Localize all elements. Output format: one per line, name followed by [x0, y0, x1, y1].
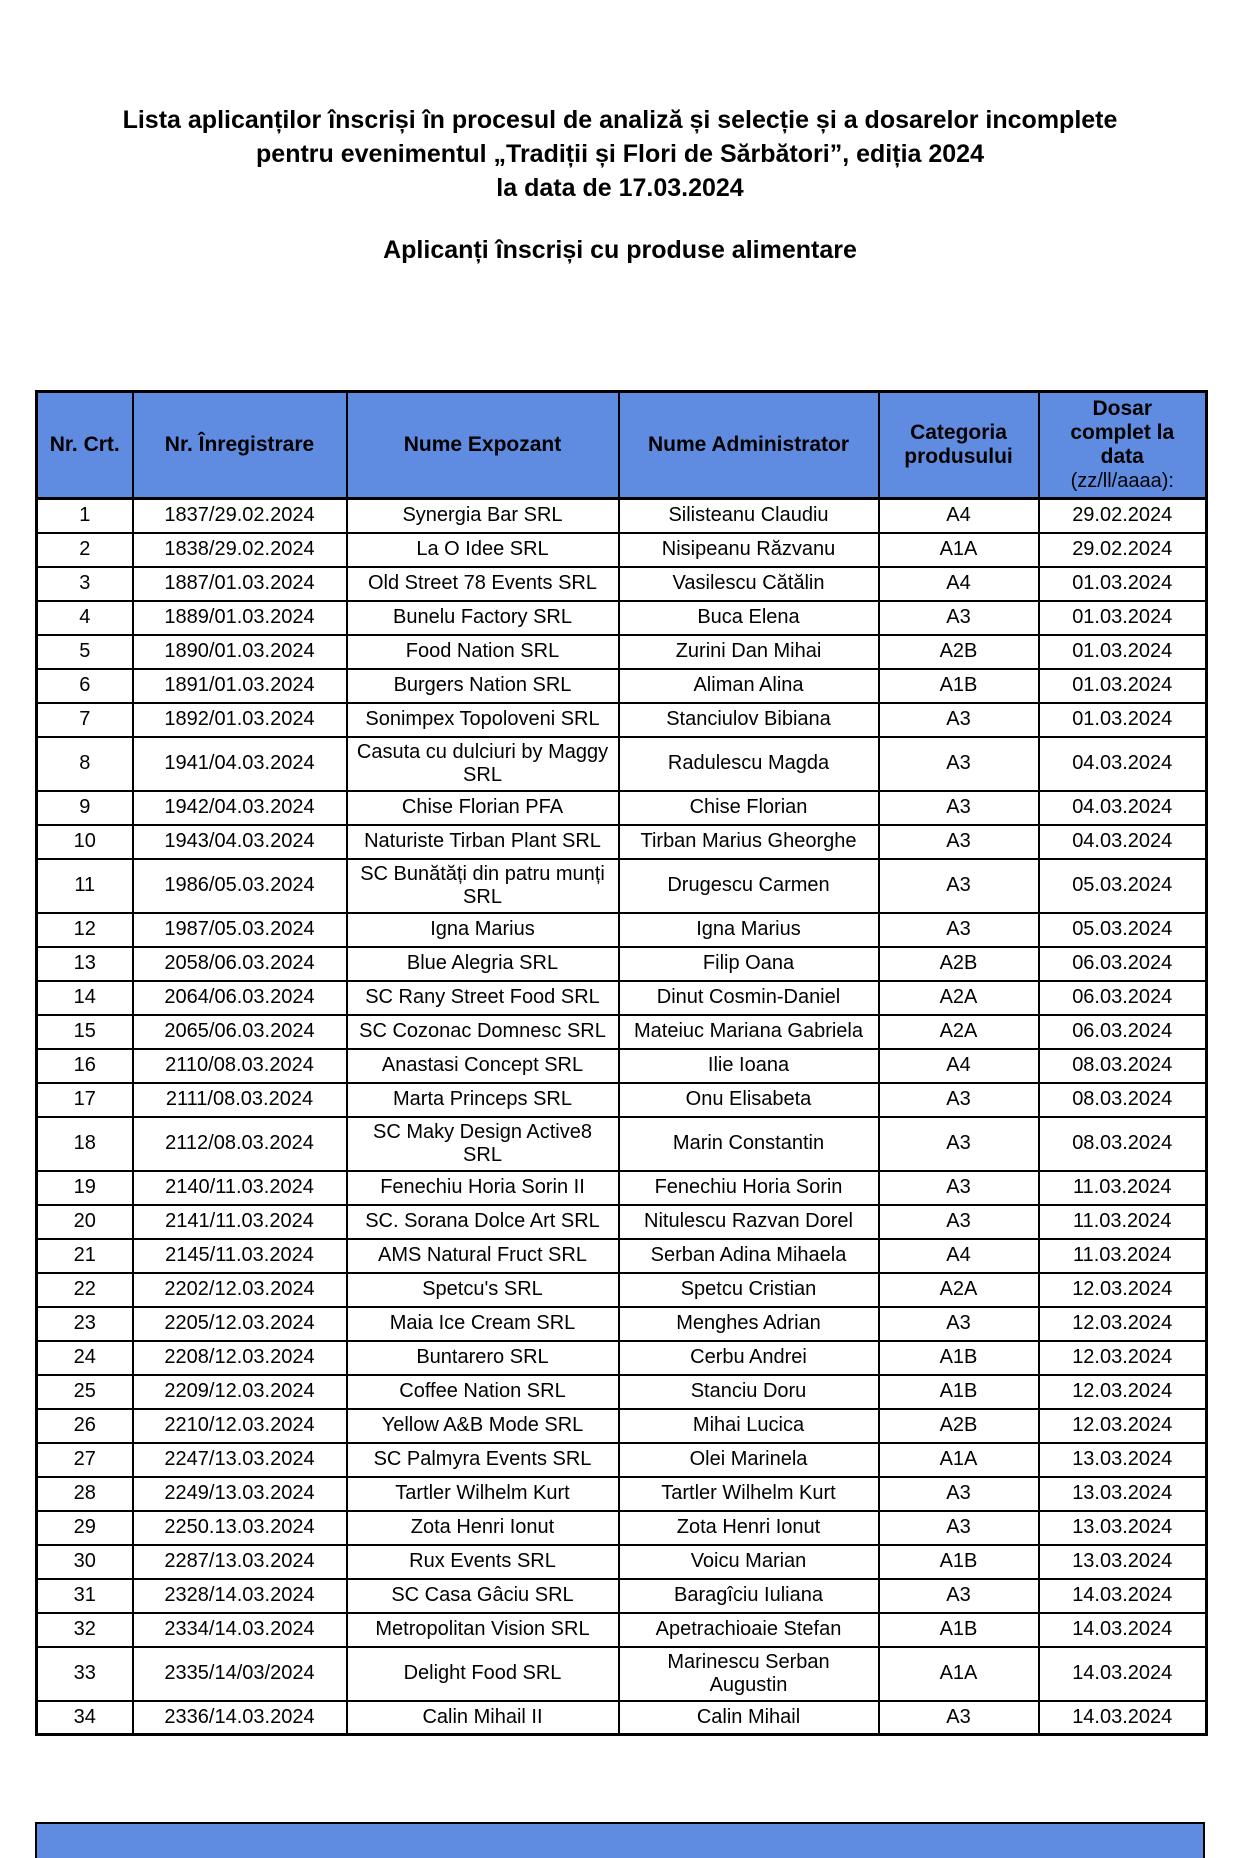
- cell-nr-crt: 23: [37, 1307, 133, 1341]
- cell-nr-crt: 26: [37, 1409, 133, 1443]
- cell-dosar-complet-data: 01.03.2024: [1039, 703, 1207, 737]
- cell-categoria-produsului: A2B: [879, 947, 1039, 981]
- table-row: [37, 737, 1207, 791]
- cell-categoria-produsului: A3: [879, 825, 1039, 859]
- table-body: [37, 499, 1207, 1735]
- cell-nume-administrator: Marin Constantin: [619, 1117, 879, 1171]
- cell-nume-expozant: Zota Henri Ionut: [347, 1511, 619, 1545]
- cell-categoria-produsului: A2A: [879, 1273, 1039, 1307]
- cell-dosar-complet-data: 08.03.2024: [1039, 1049, 1207, 1083]
- cell-categoria-produsului: A1B: [879, 1341, 1039, 1375]
- table-row: [37, 1083, 1207, 1117]
- cell-categoria-produsului: A3: [879, 1701, 1039, 1735]
- cell-nr-inregistrare: 1943/04.03.2024: [133, 825, 347, 859]
- page-title-line-2: pentru evenimentul „Tradiții și Flori de Sărbători”, ediția 2024: [256, 140, 984, 168]
- cell-nr-inregistrare: 1838/29.02.2024: [133, 533, 347, 567]
- cell-nr-inregistrare: 2334/14.03.2024: [133, 1613, 347, 1647]
- cell-nume-expozant: Anastasi Concept SRL: [347, 1049, 619, 1083]
- cell-nume-expozant: Synergia Bar SRL: [347, 499, 619, 533]
- cell-dosar-complet-data: 12.03.2024: [1039, 1375, 1207, 1409]
- cell-nr-crt: 8: [37, 737, 133, 791]
- cell-nr-crt: 21: [37, 1239, 133, 1273]
- cell-nr-crt: 9: [37, 791, 133, 825]
- cell-nr-crt: 32: [37, 1613, 133, 1647]
- cell-nume-expozant: Sonimpex Topoloveni SRL: [347, 703, 619, 737]
- col-header-nr-crt: Nr. Crt.: [37, 392, 133, 499]
- cell-categoria-produsului: A4: [879, 567, 1039, 601]
- cell-categoria-produsului: A4: [879, 1239, 1039, 1273]
- table-row: [37, 913, 1207, 947]
- table-row: [37, 1443, 1207, 1477]
- cell-nr-inregistrare: 2145/11.03.2024: [133, 1239, 347, 1273]
- cell-dosar-complet-data: 12.03.2024: [1039, 1409, 1207, 1443]
- cell-nr-crt: 29: [37, 1511, 133, 1545]
- cell-nr-crt: 14: [37, 981, 133, 1015]
- cell-nume-administrator: Marinescu Serban Augustin: [619, 1647, 879, 1701]
- table-row: [37, 1273, 1207, 1307]
- cell-nr-inregistrare: 2205/12.03.2024: [133, 1307, 347, 1341]
- cell-nume-administrator: Tirban Marius Gheorghe: [619, 825, 879, 859]
- cell-nr-inregistrare: 1887/01.03.2024: [133, 567, 347, 601]
- table-row: [37, 791, 1207, 825]
- cell-nr-inregistrare: 2064/06.03.2024: [133, 981, 347, 1015]
- cell-nume-administrator: Cerbu Andrei: [619, 1341, 879, 1375]
- cell-nume-administrator: Menghes Adrian: [619, 1307, 879, 1341]
- cell-dosar-complet-data: 11.03.2024: [1039, 1171, 1207, 1205]
- cell-nume-expozant: SC Cozonac Domnesc SRL: [347, 1015, 619, 1049]
- col-header-nume-administrator: Nume Administrator: [619, 392, 879, 499]
- table-row: [37, 1701, 1207, 1735]
- cell-categoria-produsului: A1B: [879, 1545, 1039, 1579]
- cell-nr-inregistrare: 2065/06.03.2024: [133, 1015, 347, 1049]
- cell-nume-administrator: Igna Marius: [619, 913, 879, 947]
- cell-dosar-complet-data: 11.03.2024: [1039, 1239, 1207, 1273]
- cell-nume-expozant: SC Bunătăți din patru munți SRL: [347, 859, 619, 913]
- cell-nume-administrator: Dinut Cosmin-Daniel: [619, 981, 879, 1015]
- cell-nr-crt: 28: [37, 1477, 133, 1511]
- cell-nr-crt: 11: [37, 859, 133, 913]
- cell-nr-crt: 13: [37, 947, 133, 981]
- cell-nr-inregistrare: 2336/14.03.2024: [133, 1701, 347, 1735]
- table-row: [37, 1579, 1207, 1613]
- cell-nr-crt: 30: [37, 1545, 133, 1579]
- table-row: [37, 1205, 1207, 1239]
- table-row: [37, 1409, 1207, 1443]
- cell-nume-administrator: Vasilescu Cătălin: [619, 567, 879, 601]
- cell-nume-administrator: Apetrachioaie Stefan: [619, 1613, 879, 1647]
- table-row: [37, 1647, 1207, 1701]
- cell-dosar-complet-data: 14.03.2024: [1039, 1701, 1207, 1735]
- cell-nr-crt: 31: [37, 1579, 133, 1613]
- cell-nume-administrator: Radulescu Magda: [619, 737, 879, 791]
- cell-categoria-produsului: A3: [879, 791, 1039, 825]
- cell-nr-inregistrare: 2247/13.03.2024: [133, 1443, 347, 1477]
- cell-nume-expozant: SC Maky Design Active8 SRL: [347, 1117, 619, 1171]
- cell-categoria-produsului: A3: [879, 737, 1039, 791]
- cell-nume-expozant: La O Idee SRL: [347, 533, 619, 567]
- cell-nume-administrator: Fenechiu Horia Sorin: [619, 1171, 879, 1205]
- cell-nume-expozant: Rux Events SRL: [347, 1545, 619, 1579]
- cell-nume-administrator: Nitulescu Razvan Dorel: [619, 1205, 879, 1239]
- cell-dosar-complet-data: 14.03.2024: [1039, 1613, 1207, 1647]
- cell-nume-administrator: Serban Adina Mihaela: [619, 1239, 879, 1273]
- cell-categoria-produsului: A1B: [879, 1613, 1039, 1647]
- cell-dosar-complet-data: 05.03.2024: [1039, 913, 1207, 947]
- cell-nume-administrator: Voicu Marian: [619, 1545, 879, 1579]
- col-header-categoria-produsului: Categoria produsului: [879, 392, 1039, 499]
- cell-categoria-produsului: A3: [879, 1579, 1039, 1613]
- cell-nume-expozant: Maia Ice Cream SRL: [347, 1307, 619, 1341]
- section-heading: Aplicanți înscriși cu produse alimentare: [383, 236, 857, 264]
- cell-nr-crt: 19: [37, 1171, 133, 1205]
- table-row: [37, 703, 1207, 737]
- cell-dosar-complet-data: 13.03.2024: [1039, 1477, 1207, 1511]
- cell-nume-administrator: Nisipeanu Răzvanu: [619, 533, 879, 567]
- cell-nume-administrator: Silisteanu Claudiu: [619, 499, 879, 533]
- cell-categoria-produsului: A1A: [879, 533, 1039, 567]
- cell-nume-administrator: Ilie Ioana: [619, 1049, 879, 1083]
- cell-nume-administrator: Mateiuc Mariana Gabriela: [619, 1015, 879, 1049]
- cell-nume-expozant: SC. Sorana Dolce Art SRL: [347, 1205, 619, 1239]
- cell-nr-inregistrare: 1942/04.03.2024: [133, 791, 347, 825]
- cell-nr-crt: 27: [37, 1443, 133, 1477]
- cell-nume-administrator: Filip Oana: [619, 947, 879, 981]
- cell-nume-expozant: Burgers Nation SRL: [347, 669, 619, 703]
- cell-nr-inregistrare: 1837/29.02.2024: [133, 499, 347, 533]
- cell-nume-expozant: Yellow A&B Mode SRL: [347, 1409, 619, 1443]
- cell-nume-expozant: Chise Florian PFA: [347, 791, 619, 825]
- cell-categoria-produsului: A1B: [879, 669, 1039, 703]
- cell-nr-crt: 25: [37, 1375, 133, 1409]
- cell-dosar-complet-data: 06.03.2024: [1039, 947, 1207, 981]
- cell-categoria-produsului: A4: [879, 499, 1039, 533]
- table-row: [37, 1545, 1207, 1579]
- cell-nr-crt: 6: [37, 669, 133, 703]
- cell-nume-expozant: Igna Marius: [347, 913, 619, 947]
- cell-categoria-produsului: A3: [879, 1171, 1039, 1205]
- cell-nume-administrator: Mihai Lucica: [619, 1409, 879, 1443]
- cell-nume-expozant: Buntarero SRL: [347, 1341, 619, 1375]
- cell-nr-crt: 1: [37, 499, 133, 533]
- cell-nr-inregistrare: 2112/08.03.2024: [133, 1117, 347, 1171]
- table-row: [37, 1117, 1207, 1171]
- table-row: [37, 1477, 1207, 1511]
- cell-nr-crt: 17: [37, 1083, 133, 1117]
- cell-nr-inregistrare: 1890/01.03.2024: [133, 635, 347, 669]
- page-title: [60, 103, 1180, 205]
- cell-nume-expozant: SC Palmyra Events SRL: [347, 1443, 619, 1477]
- cell-dosar-complet-data: 05.03.2024: [1039, 859, 1207, 913]
- cell-nume-administrator: Olei Marinela: [619, 1443, 879, 1477]
- table-header-row: [37, 392, 1207, 499]
- table-row: [37, 499, 1207, 533]
- col-header-dosar-complet: [1039, 392, 1207, 499]
- cell-dosar-complet-data: 11.03.2024: [1039, 1205, 1207, 1239]
- cell-dosar-complet-data: 14.03.2024: [1039, 1647, 1207, 1701]
- cell-nume-administrator: Stanciulov Bibiana: [619, 703, 879, 737]
- cell-categoria-produsului: A3: [879, 1205, 1039, 1239]
- next-table-header-partial: [35, 1822, 1205, 1858]
- cell-dosar-complet-data: 29.02.2024: [1039, 533, 1207, 567]
- cell-nr-inregistrare: 1892/01.03.2024: [133, 703, 347, 737]
- cell-nume-expozant: Food Nation SRL: [347, 635, 619, 669]
- table-row: [37, 533, 1207, 567]
- cell-nr-crt: 4: [37, 601, 133, 635]
- table-row: [37, 1049, 1207, 1083]
- cell-categoria-produsului: A2B: [879, 1409, 1039, 1443]
- table-row: [37, 669, 1207, 703]
- table-row: [37, 1511, 1207, 1545]
- table-row: [37, 1239, 1207, 1273]
- cell-categoria-produsului: A2B: [879, 635, 1039, 669]
- col-header-date-format: (zz/ll/aaaa):: [1070, 470, 1174, 492]
- table-row: [37, 1613, 1207, 1647]
- cell-nume-administrator: Tartler Wilhelm Kurt: [619, 1477, 879, 1511]
- table-row: [37, 859, 1207, 913]
- cell-nr-inregistrare: 2058/06.03.2024: [133, 947, 347, 981]
- cell-nume-expozant: Blue Alegria SRL: [347, 947, 619, 981]
- cell-nume-administrator: Calin Mihail: [619, 1701, 879, 1735]
- cell-categoria-produsului: A4: [879, 1049, 1039, 1083]
- cell-dosar-complet-data: 13.03.2024: [1039, 1443, 1207, 1477]
- cell-dosar-complet-data: 04.03.2024: [1039, 791, 1207, 825]
- cell-categoria-produsului: A3: [879, 1511, 1039, 1545]
- cell-categoria-produsului: A3: [879, 1083, 1039, 1117]
- cell-nr-crt: 2: [37, 533, 133, 567]
- cell-categoria-produsului: A1B: [879, 1375, 1039, 1409]
- cell-nume-expozant: SC Rany Street Food SRL: [347, 981, 619, 1015]
- cell-nume-administrator: Drugescu Carmen: [619, 859, 879, 913]
- cell-nr-crt: 10: [37, 825, 133, 859]
- cell-nume-administrator: Zota Henri Ionut: [619, 1511, 879, 1545]
- cell-nume-administrator: Buca Elena: [619, 601, 879, 635]
- cell-nr-crt: 7: [37, 703, 133, 737]
- page-title-line-1: Lista aplicanților înscriși în procesul de analiză și selecție și a dosarelor incomplete: [122, 106, 1118, 134]
- cell-nr-crt: 16: [37, 1049, 133, 1083]
- table-row: [37, 601, 1207, 635]
- table-row: [37, 567, 1207, 601]
- table-row: [37, 981, 1207, 1015]
- cell-dosar-complet-data: 01.03.2024: [1039, 669, 1207, 703]
- cell-dosar-complet-data: 29.02.2024: [1039, 499, 1207, 533]
- table-row: [37, 1171, 1207, 1205]
- cell-dosar-complet-data: 08.03.2024: [1039, 1083, 1207, 1117]
- page-title-line-3: la data de 17.03.2024: [496, 174, 744, 202]
- cell-dosar-complet-data: 01.03.2024: [1039, 567, 1207, 601]
- cell-dosar-complet-data: 13.03.2024: [1039, 1545, 1207, 1579]
- cell-dosar-complet-data: 12.03.2024: [1039, 1341, 1207, 1375]
- cell-nr-inregistrare: 2249/13.03.2024: [133, 1477, 347, 1511]
- cell-nr-inregistrare: 2328/14.03.2024: [133, 1579, 347, 1613]
- cell-nume-administrator: Zurini Dan Mihai: [619, 635, 879, 669]
- cell-nr-inregistrare: 2111/08.03.2024: [133, 1083, 347, 1117]
- cell-dosar-complet-data: 01.03.2024: [1039, 601, 1207, 635]
- cell-nr-crt: 12: [37, 913, 133, 947]
- cell-nr-crt: 3: [37, 567, 133, 601]
- cell-nr-inregistrare: 1986/05.03.2024: [133, 859, 347, 913]
- cell-nume-expozant: Fenechiu Horia Sorin II: [347, 1171, 619, 1205]
- cell-dosar-complet-data: 12.03.2024: [1039, 1273, 1207, 1307]
- cell-categoria-produsului: A3: [879, 1307, 1039, 1341]
- cell-nume-expozant: Spetcu's SRL: [347, 1273, 619, 1307]
- cell-nr-inregistrare: 2141/11.03.2024: [133, 1205, 347, 1239]
- col-header-nume-expozant: Nume Expozant: [347, 392, 619, 499]
- cell-nr-crt: 24: [37, 1341, 133, 1375]
- cell-nr-crt: 22: [37, 1273, 133, 1307]
- col-header-dosar-complet-label: Dosar complet la data: [1070, 397, 1175, 468]
- cell-nr-crt: 18: [37, 1117, 133, 1171]
- cell-categoria-produsului: A3: [879, 601, 1039, 635]
- cell-nr-inregistrare: 1987/05.03.2024: [133, 913, 347, 947]
- cell-nume-expozant: Calin Mihail II: [347, 1701, 619, 1735]
- table-row: [37, 635, 1207, 669]
- cell-nr-inregistrare: 2202/12.03.2024: [133, 1273, 347, 1307]
- cell-nume-expozant: Naturiste Tirban Plant SRL: [347, 825, 619, 859]
- cell-nume-expozant: Tartler Wilhelm Kurt: [347, 1477, 619, 1511]
- cell-nume-administrator: Aliman Alina: [619, 669, 879, 703]
- cell-dosar-complet-data: 08.03.2024: [1039, 1117, 1207, 1171]
- cell-nume-administrator: Spetcu Cristian: [619, 1273, 879, 1307]
- cell-nume-administrator: Baragîciu Iuliana: [619, 1579, 879, 1613]
- applicants-table: [35, 390, 1208, 1736]
- cell-nume-expozant: Coffee Nation SRL: [347, 1375, 619, 1409]
- cell-nume-expozant: Delight Food SRL: [347, 1647, 619, 1701]
- cell-nume-expozant: SC Casa Gâciu SRL: [347, 1579, 619, 1613]
- table-row: [37, 825, 1207, 859]
- cell-dosar-complet-data: 06.03.2024: [1039, 981, 1207, 1015]
- cell-categoria-produsului: A3: [879, 913, 1039, 947]
- cell-nume-expozant: Old Street 78 Events SRL: [347, 567, 619, 601]
- table-row: [37, 1015, 1207, 1049]
- cell-categoria-produsului: A3: [879, 1477, 1039, 1511]
- cell-categoria-produsului: A3: [879, 703, 1039, 737]
- cell-nr-inregistrare: 2208/12.03.2024: [133, 1341, 347, 1375]
- cell-dosar-complet-data: 04.03.2024: [1039, 737, 1207, 791]
- cell-nume-administrator: Onu Elisabeta: [619, 1083, 879, 1117]
- cell-categoria-produsului: A1A: [879, 1443, 1039, 1477]
- cell-dosar-complet-data: 04.03.2024: [1039, 825, 1207, 859]
- table-row: [37, 1307, 1207, 1341]
- cell-nr-inregistrare: 2287/13.03.2024: [133, 1545, 347, 1579]
- cell-dosar-complet-data: 14.03.2024: [1039, 1579, 1207, 1613]
- cell-nr-inregistrare: 1891/01.03.2024: [133, 669, 347, 703]
- table-row: [37, 947, 1207, 981]
- cell-categoria-produsului: A2A: [879, 981, 1039, 1015]
- cell-categoria-produsului: A3: [879, 1117, 1039, 1171]
- cell-nr-crt: 15: [37, 1015, 133, 1049]
- cell-nr-inregistrare: 1941/04.03.2024: [133, 737, 347, 791]
- cell-dosar-complet-data: 12.03.2024: [1039, 1307, 1207, 1341]
- cell-nr-crt: 5: [37, 635, 133, 669]
- col-header-nr-inregistrare: Nr. Înregistrare: [133, 392, 347, 499]
- cell-nr-inregistrare: 2250.13.03.2024: [133, 1511, 347, 1545]
- cell-nr-inregistrare: 2110/08.03.2024: [133, 1049, 347, 1083]
- cell-categoria-produsului: A1A: [879, 1647, 1039, 1701]
- cell-nr-crt: 20: [37, 1205, 133, 1239]
- table-header: [37, 392, 1207, 499]
- cell-nume-administrator: Stanciu Doru: [619, 1375, 879, 1409]
- cell-nume-expozant: Metropolitan Vision SRL: [347, 1613, 619, 1647]
- table-row: [37, 1341, 1207, 1375]
- cell-nume-expozant: Casuta cu dulciuri by Maggy SRL: [347, 737, 619, 791]
- cell-nr-inregistrare: 2209/12.03.2024: [133, 1375, 347, 1409]
- cell-nume-expozant: AMS Natural Fruct SRL: [347, 1239, 619, 1273]
- table-row: [37, 1375, 1207, 1409]
- cell-nume-expozant: Bunelu Factory SRL: [347, 601, 619, 635]
- cell-nr-inregistrare: 2210/12.03.2024: [133, 1409, 347, 1443]
- cell-nr-inregistrare: 2140/11.03.2024: [133, 1171, 347, 1205]
- cell-dosar-complet-data: 06.03.2024: [1039, 1015, 1207, 1049]
- cell-nume-expozant: Marta Princeps SRL: [347, 1083, 619, 1117]
- cell-dosar-complet-data: 01.03.2024: [1039, 635, 1207, 669]
- cell-nr-inregistrare: 2335/14/03/2024: [133, 1647, 347, 1701]
- cell-categoria-produsului: A2A: [879, 1015, 1039, 1049]
- cell-nr-crt: 34: [37, 1701, 133, 1735]
- cell-nr-inregistrare: 1889/01.03.2024: [133, 601, 347, 635]
- cell-nume-administrator: Chise Florian: [619, 791, 879, 825]
- cell-categoria-produsului: A3: [879, 859, 1039, 913]
- cell-dosar-complet-data: 13.03.2024: [1039, 1511, 1207, 1545]
- cell-nr-crt: 33: [37, 1647, 133, 1701]
